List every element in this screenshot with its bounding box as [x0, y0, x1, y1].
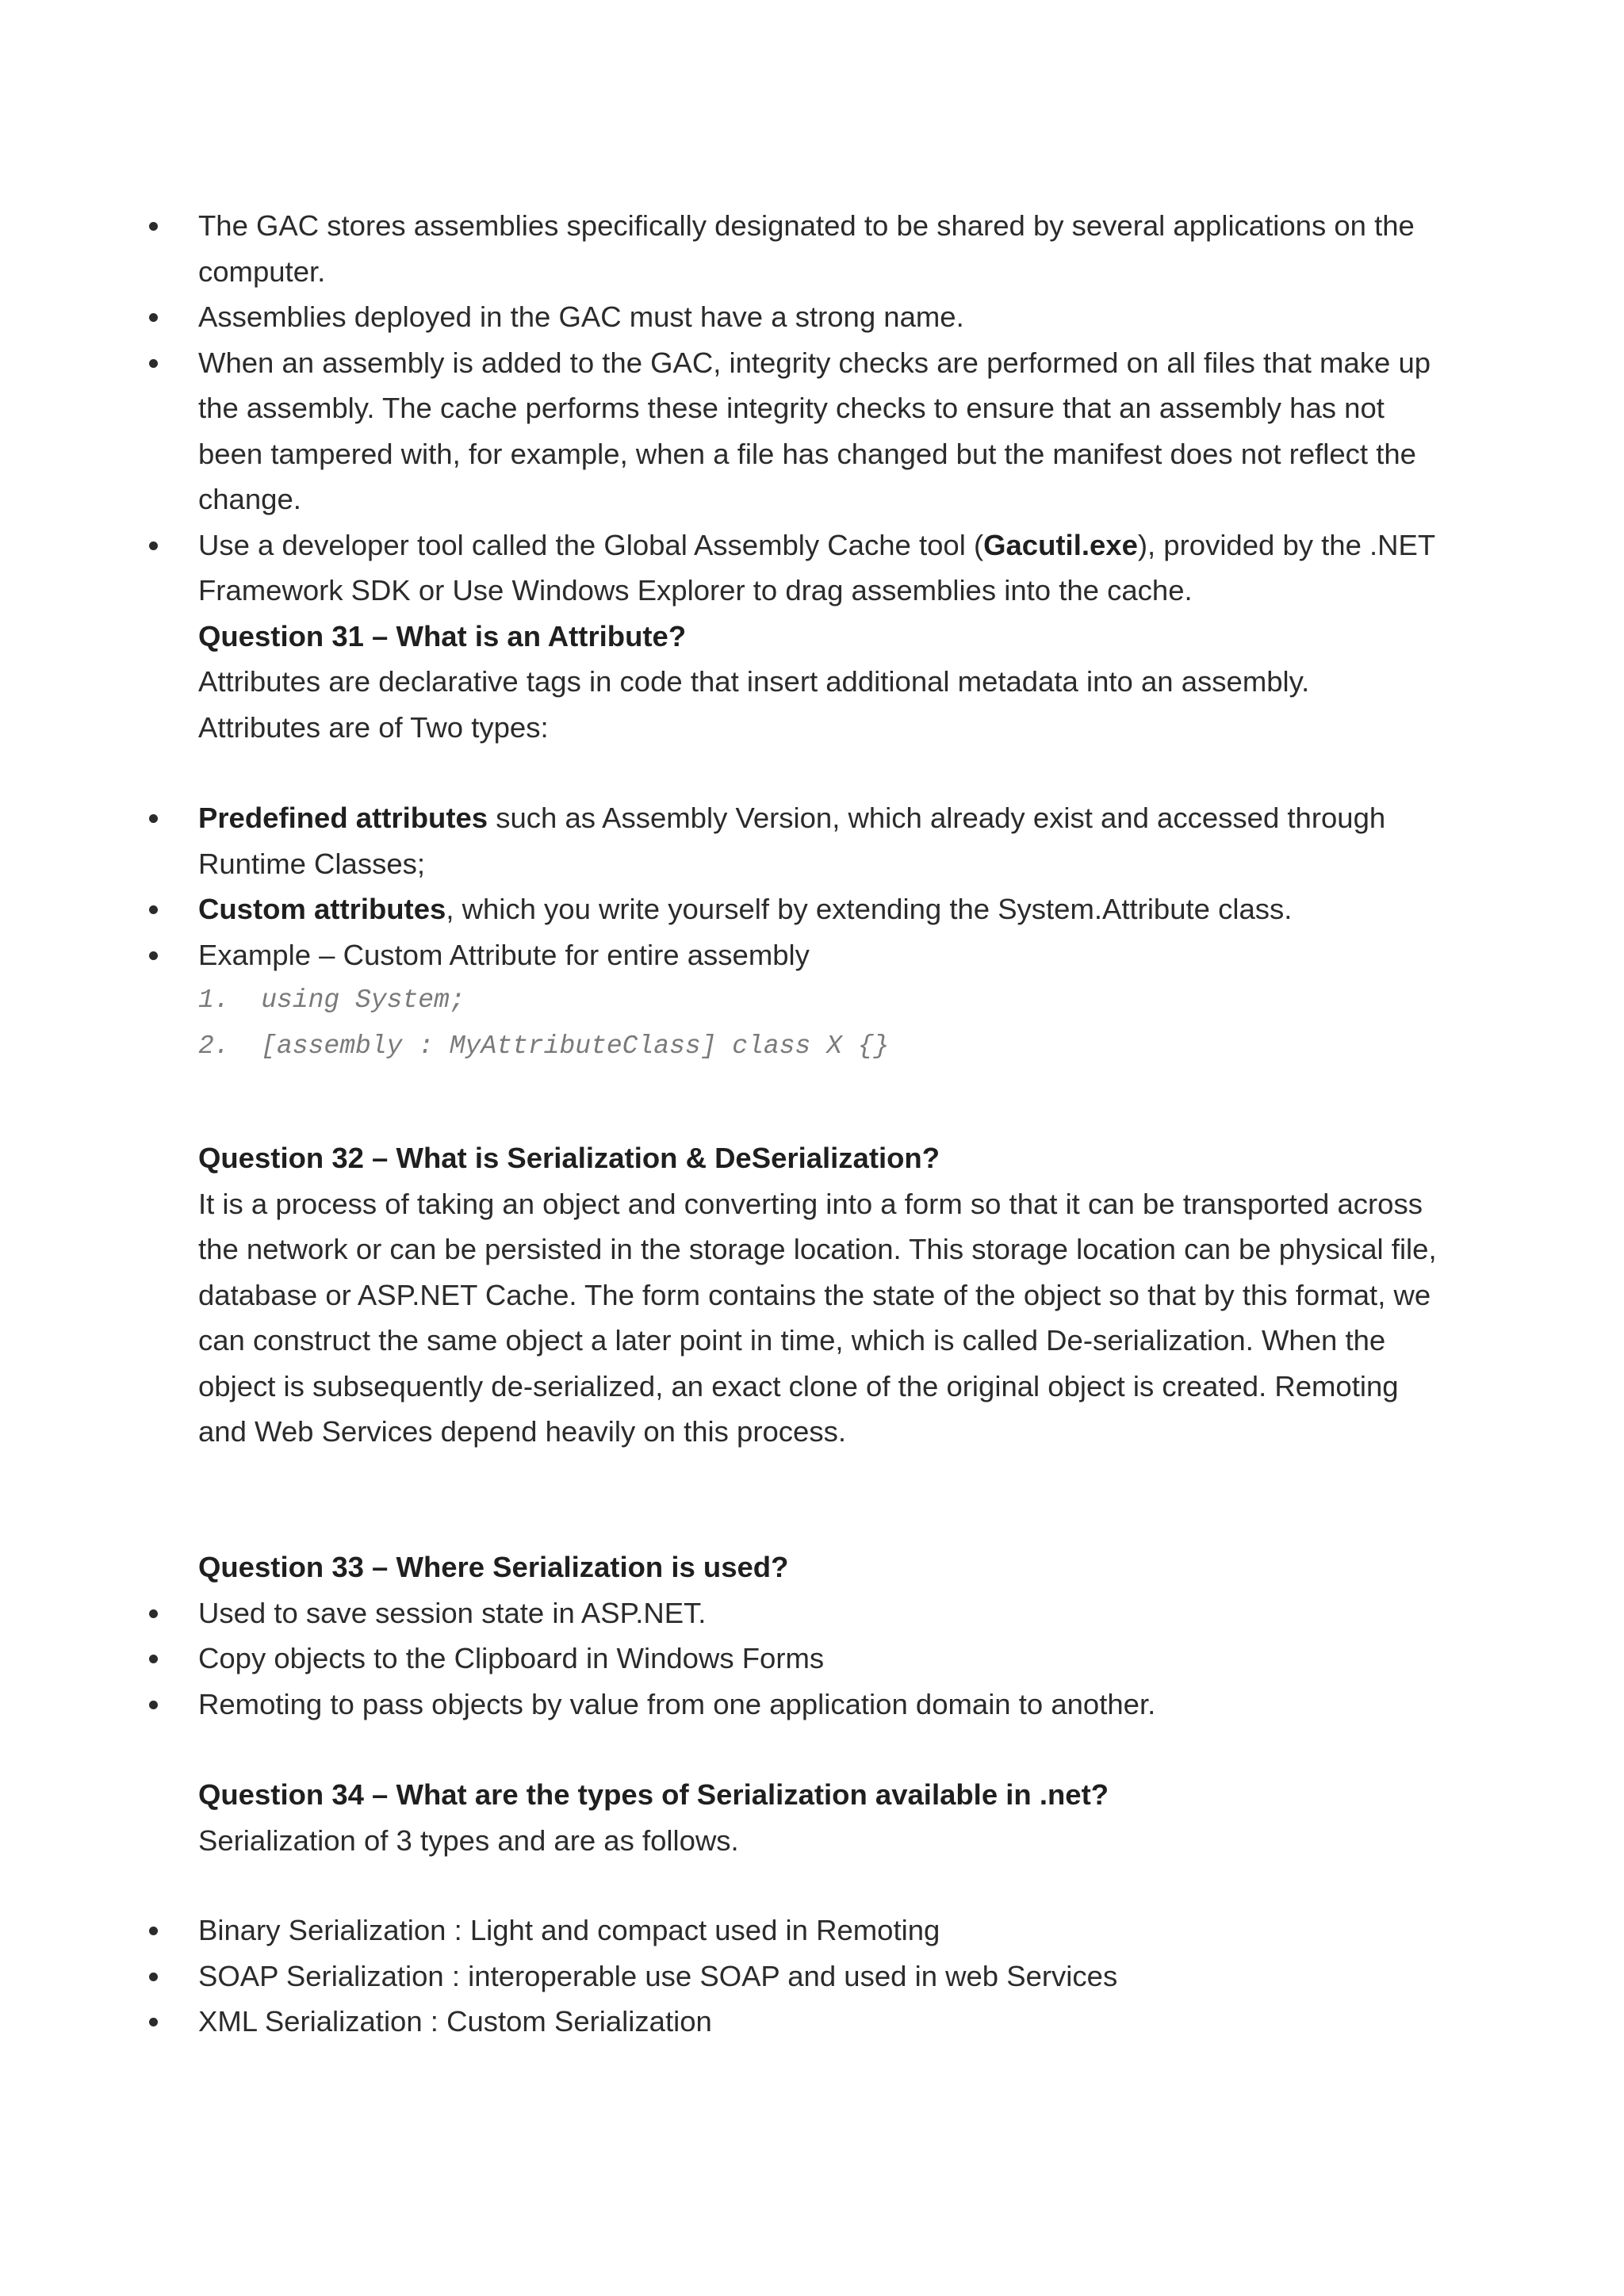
question-33-section [198, 1544, 1451, 1727]
serialization-types-list [198, 1908, 1451, 2045]
list-item: Binary Serialization : Light and compact used in Remoting [198, 1908, 1451, 1954]
gac-tool-text-after: ), provided by the .NET Framework SDK or Use Windows Explorer to drag assemblies into the cache. [198, 528, 1435, 607]
gac-bullet-list [198, 203, 1451, 750]
list-item: Copy objects to the Clipboard in Windows Forms [198, 1636, 1451, 1682]
custom-attributes-term: Custom attributes [198, 893, 446, 925]
code-line: 1. using System; [198, 985, 465, 1015]
custom-attributes-desc: , which you write yourself by extending the System.Attribute class. [446, 893, 1293, 925]
list-item: Remoting to pass objects by value from one application domain to another. [198, 1682, 1451, 1728]
list-item: When an assembly is added to the GAC, integrity checks are performed on all files that make up the assembly. The cache performs these integrity checks to ensure that an assembly has not been tampered with, for example, when a file has changed but the manifest does not reflect the change. [198, 340, 1451, 522]
gac-tool-text-before: Use a developer tool called the Global Assembly Cache tool ( [198, 528, 984, 561]
gacutil-name: Gacutil.exe [983, 528, 1138, 561]
question-34-section [198, 1772, 1451, 1863]
list-item: SOAP Serialization : interoperable use SOAP and used in web Services [198, 1954, 1451, 1999]
question-31-heading: Question 31 – What is an Attribute? [198, 619, 687, 652]
q31-paragraph-line: Attributes are of Two types: [198, 710, 549, 744]
q34-intro: Serialization of 3 types and are as follows. [198, 1823, 739, 1857]
list-item [198, 886, 1451, 932]
question-34-heading: Question 34 – What are the types of Serialization available in .net? [198, 1778, 1109, 1811]
q32-paragraph: It is a process of taking an object and converting into a form so that it can be transported across the network or can be persisted in the storage location. This storage location can be physical file, database or ASP.NET Cache. The form contains the state of the object so that by this format, we can construct the same object a later point in time, which is called De-serialization. When the object is subsequently de-serialized, an exact clone of the original object is created. Remoting and Web Services depend heavily on this process. [198, 1187, 1437, 1448]
attribute-types-list [198, 795, 1451, 1069]
code-line: 2. [assembly : MyAttributeClass] class X {} [198, 1031, 890, 1061]
list-item [198, 522, 1451, 614]
question-32-heading: Question 32 – What is Serialization & DeSerialization? [198, 1142, 940, 1174]
list-item [198, 795, 1451, 886]
list-item: Example – Custom Attribute for entire assembly [198, 932, 1451, 978]
predefined-attributes-term: Predefined attributes [198, 802, 488, 834]
question-32-section [198, 1135, 1451, 1455]
list-item: XML Serialization : Custom Serialization [198, 1999, 1451, 2045]
q31-paragraph-line: Attributes are declarative tags in code that insert additional metadata into an assembly. [198, 665, 1310, 698]
question-33-heading: Question 33 – Where Serialization is used? [198, 1551, 789, 1583]
list-item: Assemblies deployed in the GAC must have a strong name. [198, 294, 1451, 340]
list-item: The GAC stores assemblies specifically designated to be shared by several applications on the computer. [198, 203, 1451, 294]
predefined-attributes-desc: such as Assembly Version, which already exist and accessed through Runtime Classes; [198, 802, 1386, 880]
list-item: Used to save session state in ASP.NET. [198, 1590, 1451, 1636]
